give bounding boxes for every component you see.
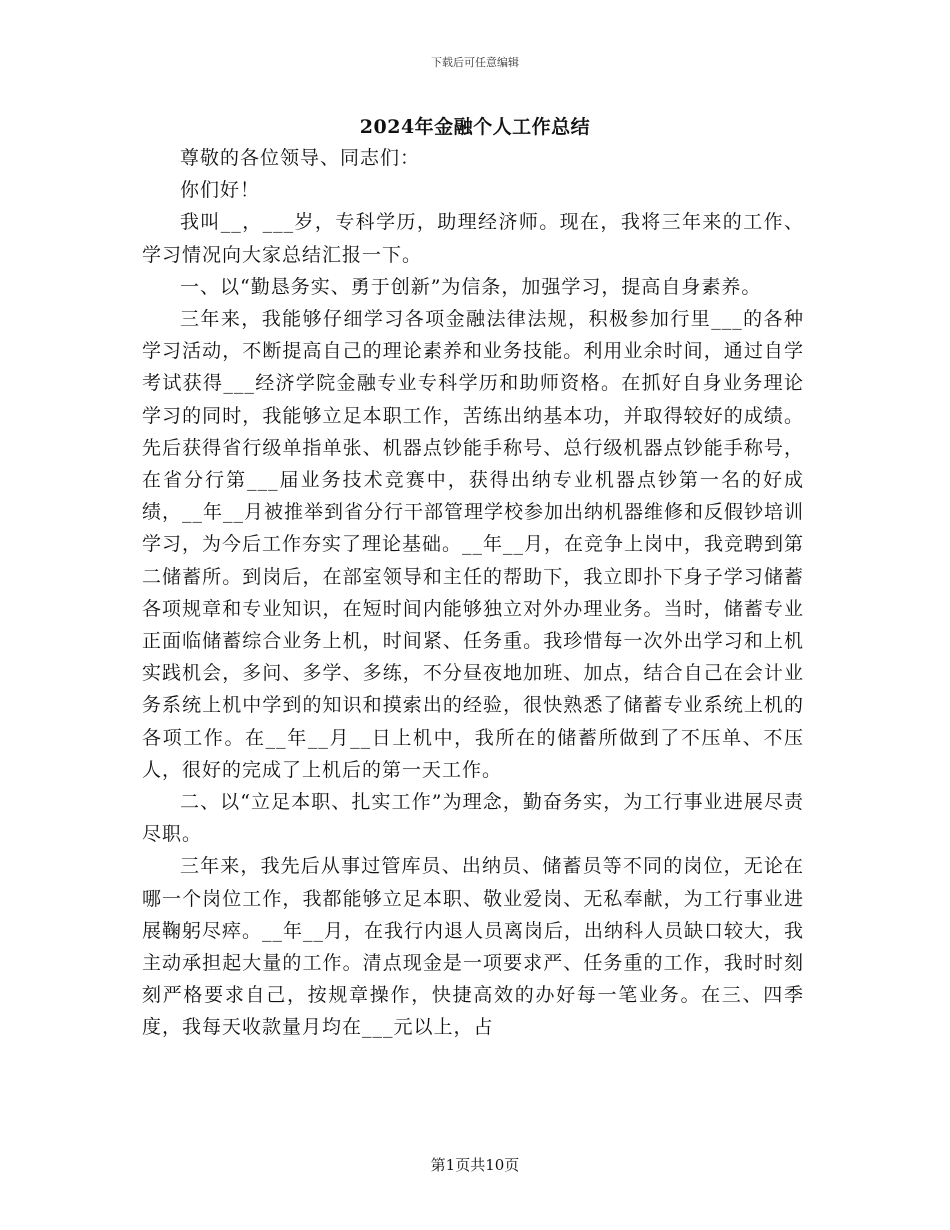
paragraph-intro: 我叫__，___岁，专科学历，助理经济师。现在，我将三年来的工作、学习情况向大家总结汇报一下。 (142, 211, 804, 266)
paragraph-section-2: 三年来，我先后从事过管库员、出纳员、储蓄员等不同的岗位，无论在哪一个岗位工作，我都能够立足本职、敬业爱岗、无私奉献，为工行事业进展鞠躬尽瘁。__年__月，在我行内退人员离岗后，出纳科人员缺口较大，我主动承担起大量的工作。清点现金是一项要求严、任务重的工作，我时时刻刻严格要求自己，按规章操作，快捷高效的办好每一笔业务。在三、四季度，我每天收款量月均在___元以上，占 (142, 855, 805, 1039)
page-number-footer: 第1页共10页 (430, 1156, 520, 1174)
section-heading-1: 一、以“勤恳务实、勇于创新”为信条，加强学习，提高自身素养。 (180, 275, 762, 298)
paragraph-greeting: 你们好！ (180, 179, 261, 202)
header-note: 下载后可任意编辑 (431, 56, 519, 69)
section-heading-2: 二、以“立足本职、扎实工作”为理念，勤奋务实，为工行事业进展尽责尽职。 (142, 791, 804, 846)
paragraph-section-1: 三年来，我能够仔细学习各项金融法律法规，积极参加行里___的各种学习活动，不断提高自己的理论素养和业务技能。利用业余时间，通过自学考试获得___经济学院金融专业专科学历和助师资格。在抓好自身业务理论学习的同时，我能够立足本职工作，苦练出纳基本功，并取得较好的成绩。先后获得省行级单指单张、机器点钞能手称号、总行级机器点钞能手称号，在省分行第___届业务技术竞赛中，获得出纳专业机器点钞第一名的好成绩，__年__月被推举到省分行干部管理学校参加出纳机器维修和反假钞培训学习，为今后工作夯实了理论基础。__年__月，在竞争上岗中，我竞聘到第二储蓄所。到岗后，在部室领导和主任的帮助下，我立即扑下身子学习储蓄各项规章和专业知识，在短时间内能够独立对外办理业务。当时，储蓄专业正面临储蓄综合业务上机，时间紧、任务重。我珍惜每一次外出学习和上机实践机会，多问、多学、多练，不分昼夜地加班、加点，结合自己在会计业务系统上机中学到的知识和摸索出的经验，很快熟悉了储蓄专业系统上机的各项工作。在__年__月__日上机中，我所在的储蓄所做到了不压单、不压人，很好的完成了上机后的第一天工作。 (142, 308, 805, 781)
document-title: 2024年金融个人工作总结 (359, 116, 591, 138)
paragraph-salutation: 尊敬的各位领导、同志们： (180, 147, 421, 169)
document-body (142, 142, 804, 1044)
